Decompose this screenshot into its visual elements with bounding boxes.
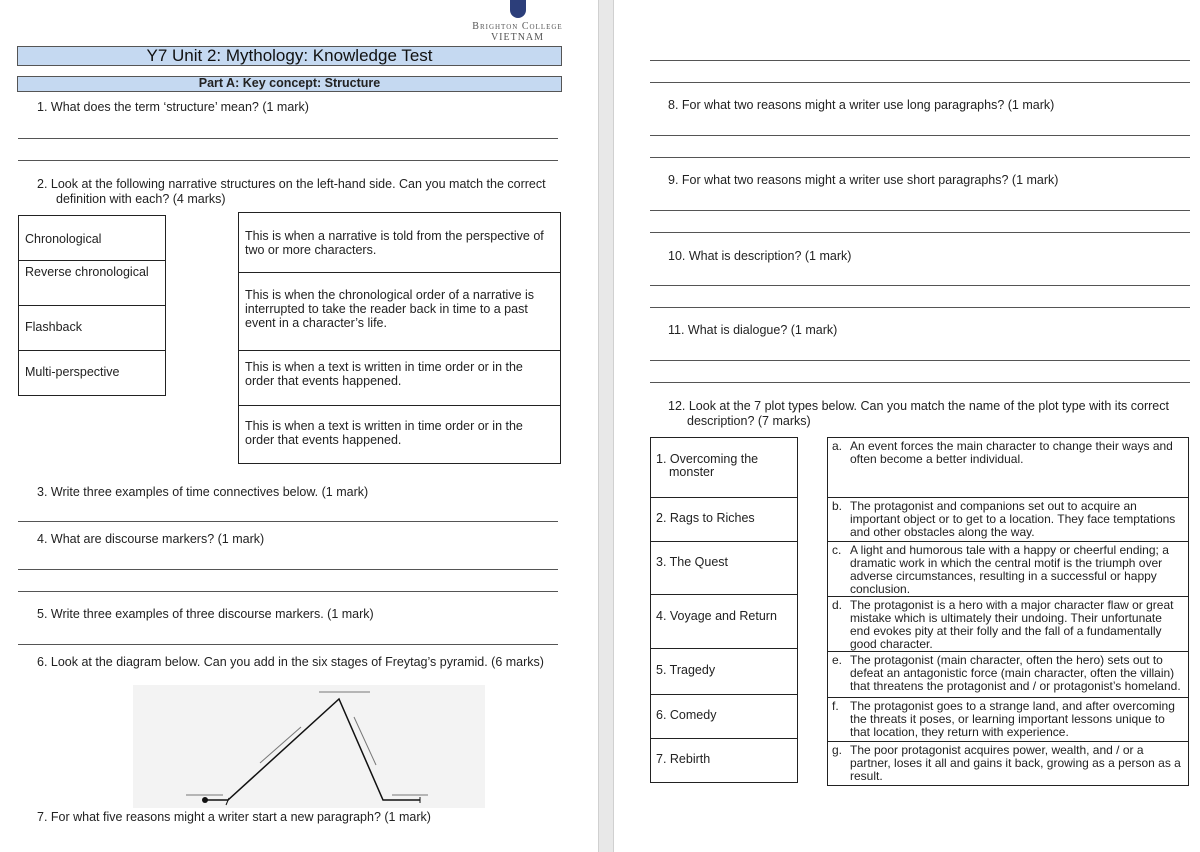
plot-description-cell [828, 698, 1189, 742]
definition-cell: This is when the chronological order of a narrative is interrupted to take the reader back in time to a past event in a character’s life. [238, 272, 561, 351]
plot-type-cell: 5. Tragedy [651, 649, 798, 695]
answer-line[interactable] [18, 521, 558, 522]
item-text: The protagonist goes to a strange land, and after overcoming the threats it poses, or learning important lessons unique to that location, they return with experience. [850, 699, 1175, 739]
question-11: 11. What is dialogue? (1 mark) [668, 323, 838, 337]
logo-line2: VIETNAM [490, 32, 545, 43]
item-letter: c. [832, 543, 842, 557]
definition-cell: This is when a text is written in time order or in the order that events happened. [238, 350, 561, 406]
plot-description-cell [828, 438, 1189, 498]
plot-type-cell: 2. Rags to Riches [651, 498, 798, 542]
plot-type-cell: 6. Comedy [651, 695, 798, 739]
plot-type-cell: 3. The Quest [651, 542, 798, 595]
question-1: 1. What does the term ‘structure’ mean? (1 mark) [37, 100, 309, 114]
structure-cell: Reverse chronological [18, 260, 166, 306]
answer-line[interactable] [650, 232, 1190, 233]
item-letter: g. [832, 743, 843, 757]
item-letter: e. [832, 653, 843, 667]
plot-description-cell [828, 597, 1189, 652]
question-2: 2. Look at the following narrative structures on the left-hand side. Can you match the correct [37, 177, 546, 191]
question-7: 7. For what five reasons might a writer start a new paragraph? (1 mark) [37, 810, 431, 824]
item-letter: f. [832, 699, 839, 713]
answer-line[interactable] [650, 382, 1190, 383]
answer-line[interactable] [18, 591, 558, 592]
item-letter: a. [832, 439, 843, 453]
question-9: 9. For what two reasons might a writer use short paragraphs? (1 mark) [668, 173, 1059, 187]
answer-line[interactable] [650, 135, 1190, 136]
plot-type-cell: 4. Voyage and Return [651, 595, 798, 649]
diagram-background [133, 685, 485, 808]
answer-line[interactable] [650, 157, 1190, 158]
plot-type-table [650, 437, 798, 783]
plot-type-cell: 7. Rebirth [651, 739, 798, 783]
start-dot [202, 797, 208, 803]
item-text: A light and humorous tale with a happy or cheerful ending; a dramatic work in which the central motif is the triumph over adverse circumstances, resulting in a successful or happy conclusion. [850, 543, 1169, 596]
structure-cell: Flashback [18, 305, 166, 351]
answer-line[interactable] [18, 160, 558, 161]
answer-line[interactable] [650, 360, 1190, 361]
plot-type-cell: 1. Overcoming the monster [651, 438, 798, 498]
question-2-cont: definition with each? (4 marks) [56, 192, 226, 206]
answer-line[interactable] [18, 569, 558, 570]
question-4: 4. What are discourse markers? (1 mark) [37, 532, 265, 546]
answer-line[interactable] [18, 644, 558, 645]
answer-line[interactable] [650, 210, 1190, 211]
question-8: 8. For what two reasons might a writer use long paragraphs? (1 mark) [668, 98, 1055, 112]
question-3: 3. Write three examples of time connectives below. (1 mark) [37, 485, 369, 499]
item-text: The poor protagonist acquires power, wealth, and / or a partner, loses it all and gains it back, growing as a person as a result. [850, 743, 1181, 783]
plot-description-cell [828, 498, 1189, 542]
freytag-pyramid-diagram [133, 685, 485, 808]
question-10: 10. What is description? (1 mark) [668, 249, 852, 263]
section-heading: Part A: Key concept: Structure [17, 76, 562, 92]
question-12-cont: description? (7 marks) [687, 414, 811, 428]
crest-icon [510, 0, 526, 18]
question-5: 5. Write three examples of three discourse markers. (1 mark) [37, 607, 374, 621]
answer-line[interactable] [650, 82, 1190, 83]
definition-cell: This is when a text is written in time order or in the order that events happened. [238, 405, 561, 464]
question-12: 12. Look at the 7 plot types below. Can you match the name of the plot type with its correct [668, 399, 1169, 413]
plot-description-cell [828, 742, 1189, 786]
school-logo [465, 0, 570, 43]
plot-description-table [827, 437, 1189, 786]
structure-cell: Chronological [18, 215, 166, 261]
answer-line[interactable] [18, 138, 558, 139]
answer-line[interactable] [650, 307, 1190, 308]
page-title: Y7 Unit 2: Mythology: Knowledge Test [17, 46, 562, 66]
item-text: The protagonist is a hero with a major character flaw or great mistake which is ultimately their undoing. Their unfortunate end evokes pity at their folly and the fall of a fundamentally good character. [850, 598, 1174, 651]
logo-line1: Brighton College [472, 21, 563, 32]
plot-description-cell [828, 542, 1189, 597]
plot-description-cell [828, 652, 1189, 698]
answer-line[interactable] [650, 285, 1190, 286]
item-text: An event forces the main character to change their ways and often become a better individual. [850, 439, 1173, 466]
page-gutter [598, 0, 614, 852]
definition-cell: This is when a narrative is told from the perspective of two or more characters. [238, 212, 561, 273]
answer-line[interactable] [650, 60, 1190, 61]
item-letter: d. [832, 598, 843, 612]
item-text: The protagonist and companions set out to acquire an important object or to get to a location. They face temptations and other obstacles along the way. [850, 499, 1176, 539]
item-letter: b. [832, 499, 843, 513]
structure-cell: Multi-perspective [18, 350, 166, 396]
item-text: The protagonist (main character, often the hero) sets out to defeat an antagonistic force (main character, often the villain) that threatens the protagonist and / or protagonist’s homeland. [850, 653, 1181, 693]
question-6: 6. Look at the diagram below. Can you add in the six stages of Freytag’s pyramid. (6 marks) [37, 655, 544, 669]
